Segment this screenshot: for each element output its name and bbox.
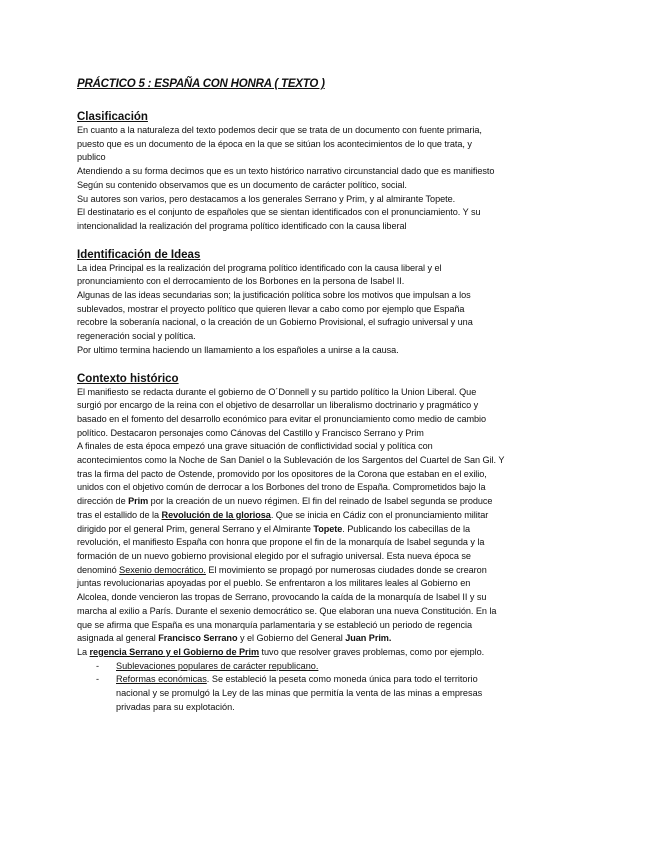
text-run: tuvo que resolver graves problemas, como por ejemplo. (259, 646, 485, 657)
paragraph-line (77, 564, 577, 578)
text-run: tras el estallido de la (77, 509, 162, 520)
bullet-dash: - (96, 660, 100, 671)
paragraph-line: formación de un nuevo gobierno provisional elegido por el sufragio universal. Esta nueva época se (77, 550, 471, 561)
paragraph-line: A finales de esta época empezó una grave situación de conflictividad social y política con (77, 441, 433, 452)
paragraph-line: Algunas de las ideas secundarias son; la justificación política sobre los motivos que impulsan a los (77, 290, 471, 301)
text-run: por la creación de un nuevo régimen. El fin del reinado de Isabel segunda se produce (148, 496, 493, 507)
paragraph-line: revolución, el manifiesto España con honra que propone el fin de la monarquía de Isabel segunda y la (77, 537, 485, 548)
paragraph-line: recobre la soberanía nacional, o la creación de un Gobierno Provisional, el sufragio universal y una (77, 317, 473, 328)
text-run: dirigido por el general Prim, general Serrano y el Almirante (77, 523, 314, 534)
paragraph-line: El destinatario es el conjunto de españoles que se sientan identificados con el pronunciamiento. Y su (77, 207, 481, 218)
paragraph-line: El manifiesto se redacta durante el gobierno de O´Donnell y su partido político la Union Liberal. Que (77, 386, 477, 397)
section-heading-clasificacion: Clasificación (77, 111, 148, 123)
section-heading-ideas: Identificación de Ideas (77, 248, 201, 261)
paragraph-line (77, 495, 577, 509)
paragraph-line (77, 523, 577, 537)
paragraph-line: intencionalidad la realización del programa político identificado con la causa liberal (77, 220, 407, 231)
text-run: dirección de (77, 496, 129, 507)
problems-list (77, 660, 577, 715)
underlined-term-revolucion: Revolución de la gloriosa (161, 509, 271, 520)
paragraph-line: unidos con el objetivo común de derrocar a los Borbones del trono de España. Comprometidos bajo la (77, 482, 486, 493)
paragraph-line: marcha al exilio a París. Durante el sexenio democrático se. Que elaboran una nueva Constitución. En la (77, 605, 497, 616)
bold-name-topete: Topete (313, 523, 343, 534)
paragraph-line: La idea Principal es la realización del programa político identificado con la causa liberal y el (77, 262, 442, 273)
section-contexto (77, 372, 577, 715)
paragraph-line: sublevados, mostrar el proyecto político que quieren llevar a cabo como por ejemplo que España (77, 303, 465, 314)
bold-name-serrano: Francisco Serrano (158, 633, 238, 644)
underlined-term-sublevaciones: Sublevaciones populares de carácter republicano. (116, 660, 319, 671)
text-run: . Se estableció la peseta como moneda única para todo el territorio (206, 674, 478, 685)
document-page (77, 78, 577, 714)
paragraph-line: basado en el fomento del desarrollo económico para evitar el pronunciamiento como medio de cambio (77, 413, 487, 424)
bullet-dash: - (96, 674, 100, 685)
paragraph-line: puesto que es un documento de la época en la que se sitúan los acontecimientos de lo que trata, y (77, 138, 472, 149)
text-run: privadas para su explotación. (116, 701, 235, 712)
section-clasificacion (77, 110, 577, 234)
paragraph-line: regeneración social y política. (77, 331, 196, 342)
text-run: denominó (77, 564, 120, 575)
paragraph-line: publico (77, 152, 106, 163)
bold-name-prim: Prim (128, 496, 149, 507)
paragraph-line: pronunciamiento con el derrocamiento de los Borbones en la persona de Isabel II. (77, 276, 405, 287)
paragraph-line: Según su contenido observamos que es un documento de carácter político, social. (77, 179, 407, 190)
text-run: . Que se inicia en Cádiz con el pronunciamiento militar (270, 509, 489, 520)
paragraph-line: Su autores son varios, pero destacamos a los generales Serrano y Prim, y al almirante Topete. (77, 193, 456, 204)
paragraph-line (77, 509, 577, 523)
underlined-term-sexenio: Sexenio democrático. (119, 564, 206, 575)
paragraph-line: En cuanto a la naturaleza del texto podemos decir que se trata de un documento con fuente primaria, (77, 125, 482, 135)
text-run: El movimiento se propagó por numerosas ciudades donde se crearon (205, 564, 487, 575)
paragraph-line: político. Destacaron personajes como Cánovas del Castillo y Francisco Serrano y Prim (77, 427, 424, 438)
paragraph-line: que se afirma que España es una monarquía parlamentaria y se estableció un periodo de regencia (77, 619, 473, 630)
underlined-term-regencia: regencia Serrano y el Gobierno de Prim (89, 646, 260, 657)
paragraph-line (77, 646, 577, 660)
section-heading-contexto: Contexto histórico (77, 372, 179, 385)
paragraph-line: Atendiendo a su forma decimos que es un texto histórico narrativo circunstancial dado que es manifiesto (77, 166, 495, 177)
paragraph-line: juntas revolucionarias apoyadas por el pueblo. Se enfrentaron a los militares leales al Gobierno en (77, 578, 471, 589)
text-run: La (77, 646, 90, 657)
text-run: y el Gobierno del General (237, 633, 346, 644)
paragraph-line: surgió por encargo de la reina con el objetivo de desarrollar un liberalismo doctrinario y pragmático y (77, 400, 479, 411)
section-ideas (77, 248, 577, 358)
text-run: asignada al general (77, 633, 159, 644)
text-run: . Publicando los cabecillas de la (342, 523, 470, 534)
list-item (77, 673, 577, 714)
document-title: PRÁCTICO 5 : ESPAÑA CON HONRA ( TEXTO ) (77, 78, 325, 90)
paragraph-line: tras la firma del pacto de Ostende, promovido por los opositores de la Corona que estaban en el exilio, (77, 468, 487, 479)
paragraph-line: Alcolea, donde vencieron las tropas de Serrano, provocando la caída de la monarquía de Isabel II y su (77, 592, 487, 603)
underlined-term-reformas: Reformas económicas (116, 674, 207, 685)
list-item (77, 660, 577, 674)
paragraph-line: acontecimientos como la Noche de San Daniel o la Sublevación de los Sargentos del Cuartel de San Gil. Y (77, 455, 505, 466)
paragraph-line: Por ultimo termina haciendo un llamamiento a los españoles a unirse a la causa. (77, 344, 399, 355)
text-run: nacional y se promulgó la Ley de las minas que permitía la venta de las minas a empresas (116, 688, 483, 699)
paragraph-line (77, 632, 577, 646)
bold-name-juan-prim: Juan Prim. (345, 633, 392, 644)
